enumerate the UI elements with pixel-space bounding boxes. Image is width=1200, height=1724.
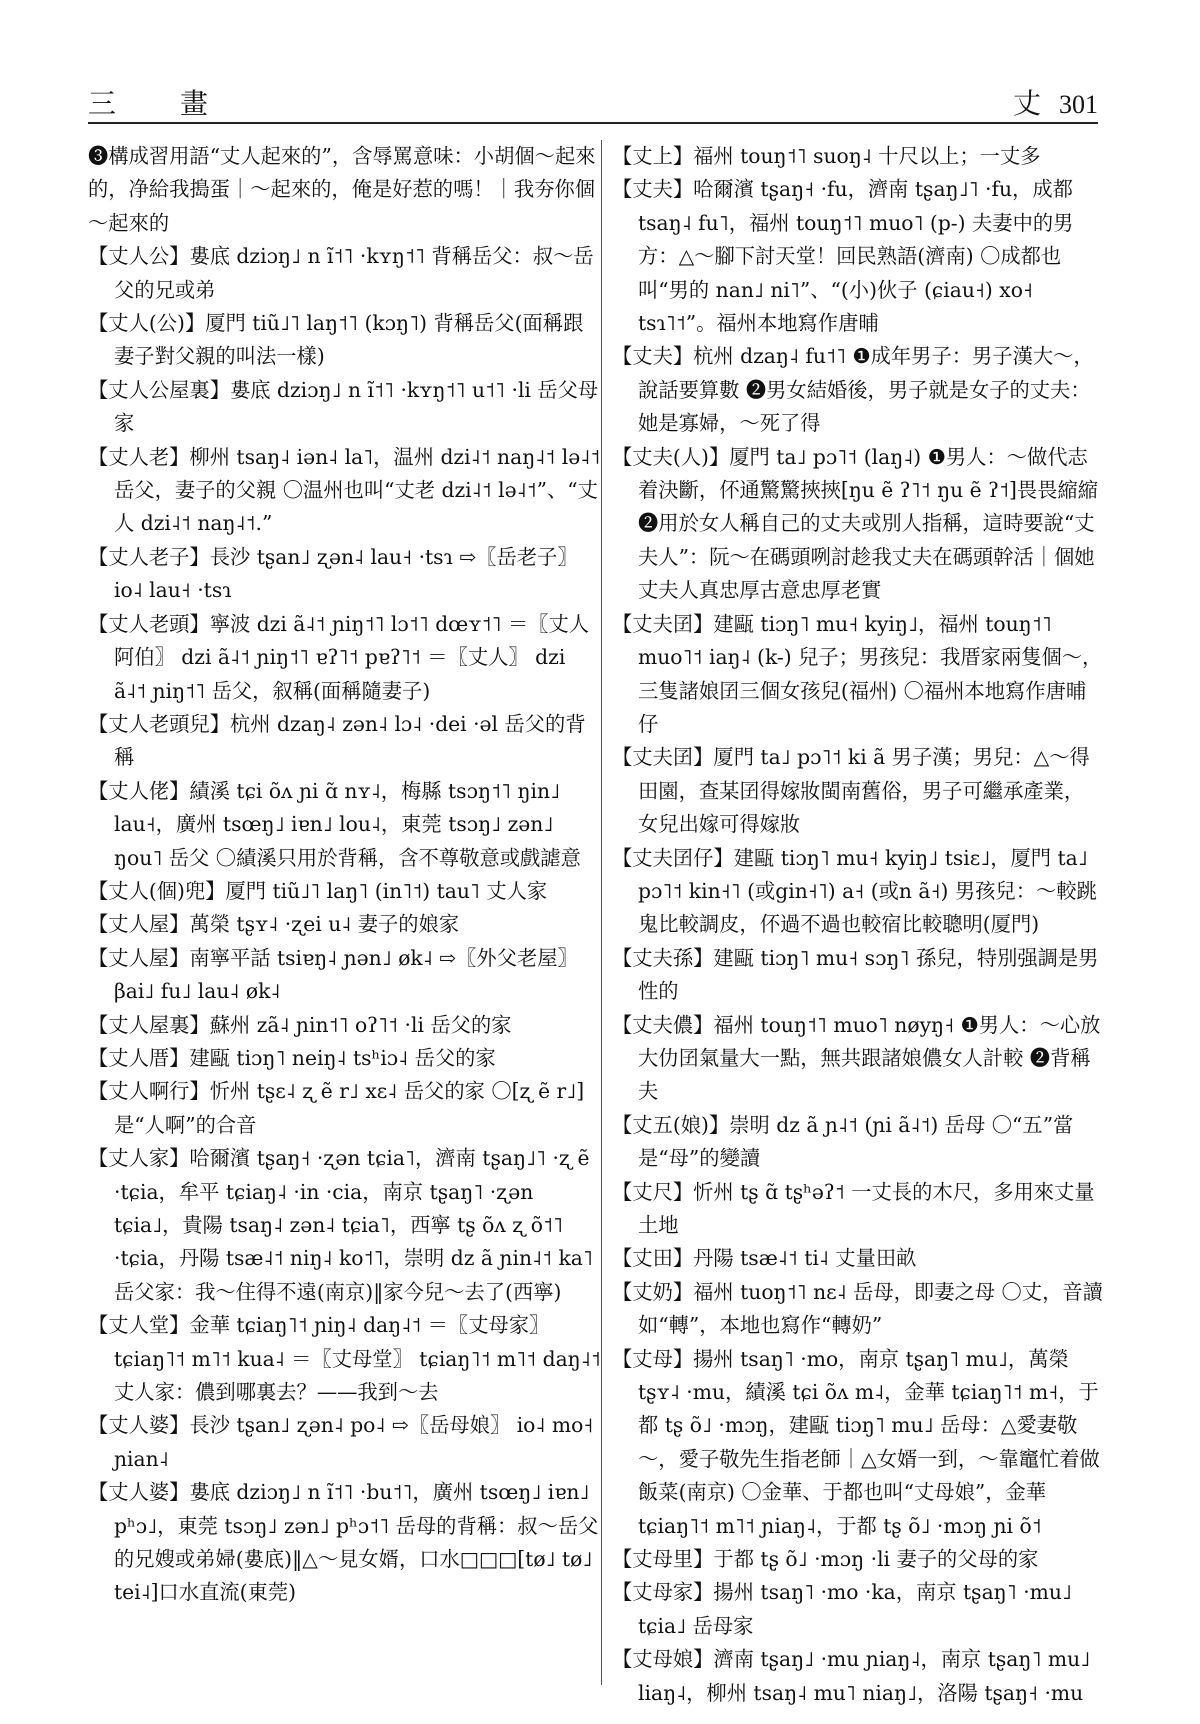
dictionary-entry: 【丈人(個)兜】厦門 tiũ˩˥ laŋ˥ (in˥˦) tau˥ 丈人家 xyxy=(88,878,548,903)
dictionary-entry: 【丈田】丹陽 tsæ˨˦ ti˨ 丈量田畝 xyxy=(612,1246,917,1271)
column-divider xyxy=(601,140,602,1685)
dictionary-entry: 【丈母娘】濟南 tʂaŋ˩ ·mu ɲiaŋ˨，南京 tʂaŋ˥ mu˩ liaŋ˨，柳州 tsaŋ˨ mu˥ niaŋ˩，洛陽 tʂaŋ˧ ·mu xyxy=(612,1647,1091,1705)
dictionary-entry: 【丈人(公)】厦門 tiũ˩˥ laŋ˦˥ (kɔŋ˥) 背稱岳父(面稱跟妻子對父親的叫法一樣) xyxy=(88,311,584,369)
dictionary-entry: 【丈夫】哈爾濱 tʂaŋ˧ ·fu，濟南 tʂaŋ˩˥ ·fu，成都 tsaŋ˨ fu˥，福州 touŋ˦˥ muo˥ (p-) 夫妻中的男方：△～腳下討天堂！回民熟語(濟南) 〇成都也叫“男的 nan˩ ni˥”、“(小)伙子 (ɕiau˧) xo˧ tsɿ˥˦”。福州本地寫作唐晡 xyxy=(612,177,1074,336)
dictionary-entry: 【丈人老頭】寧波 dzi ã˨˦ ɲiŋ˦˥ lɔ˦˥ dœʏ˦˥ ＝〖丈人阿伯〗 dzi ã˨˦ ɲiŋ˦˥ ɐʔ˥˦ pɐʔ˥˦ ＝〖丈人〗 dzi ã˨˦ ɲiŋ˦˥ 岳父，叙稱(面稱隨妻子) xyxy=(88,611,590,703)
dictionary-entry: 【丈夫孫】建甌 tiɔŋ˥ mu˧ sɔŋ˥ 孫兒，特別强調是男性的 xyxy=(612,945,1099,1004)
page-header xyxy=(88,78,1098,124)
dictionary-entry: 【丈人厝】建甌 tiɔŋ˥ neiŋ˨ tsʰiɔ˨ 岳父的家 xyxy=(88,1045,496,1070)
dictionary-entry: 【丈人家】哈爾濱 tʂaŋ˧ ·ʐən tɕia˥，濟南 tʂaŋ˩˥ ·ʐ ẽ ·tɕia，牟平 tɕiaŋ˨ ·in ·cia，南京 tʂaŋ˥ ·ʐən tɕia˩，貴陽 tsaŋ˨ zən˨ tɕia˥，西寧 tʂ õʌ ʐ õ˦˥ ·tɕia，丹陽 tsæ˨˦ niŋ˨ ko˦˥，崇明 dz ã ɲin˨˦ ka˥ 岳父家：我～住得不遠(南京)‖家今兒～去了(西寧) xyxy=(88,1146,593,1304)
dictionary-entry: ❸構成習用語“丈人起來的”，含辱罵意味：小胡個～起來的，净給我搗蛋｜～起來的，俺是好惹的嗎！｜我夯你個～起來的 xyxy=(88,144,596,235)
dictionary-entry: 【丈母】揚州 tsaŋ˥ ·mo，南京 tʂaŋ˥ mu˩，萬榮 tʂʏ˨ ·mu，績溪 tɕi õʌ m˨，金華 tɕiaŋ˥˦ m˧，于都 tʂ õ˩ ·mɔŋ，建甌 tiɔŋ˥ mu˩ 岳母：△愛妻敬～，愛子敬先生指老師｜△女婿一到，～靠竈忙着做飯菜(南京) 〇金華、于都也叫“丈母娘”，金華 tɕiaŋ˥˦ m˥˦ ɲiaŋ˨，于都 tʂ õ˩ ·mɔŋ ɲi õ˦ xyxy=(612,1346,1100,1538)
dictionary-entry: 【丈夫囝仔】建甌 tiɔŋ˥ mu˧ kyiŋ˩ tsiɛ˩，厦門 ta˩ pɔ˥˦ kin˧˥ (或gin˧˥) a˧ (或n ã˧) 男孩兒：～較跳鬼比較調皮，伓過不過也較宿比較聰明(厦門) xyxy=(612,845,1097,937)
dictionary-entry: 【丈人婆】婁底 dziɔŋ˩ n ĩ˦˥ ·bu˦˥，廣州 tsœŋ˩ iɐn˩ pʰɔ˩，東莞 tsɔŋ˩ zən˩ pʰɔ˦˥ 岳母的背稱：叔～岳父的兄嫂或弟婦(婁底)‖△～見女婿，口水□□□[tø˩ tø˩ tei˨]口水直流(東莞) xyxy=(88,1480,599,1605)
dictionary-entry: 【丈夫】杭州 dzaŋ˨ fu˦˥ ❶成年男子：男子漢大～，說話要算數 ❷男女結婚後，男子就是女子的丈夫：她是寡婦，～死了得 xyxy=(612,344,1094,436)
section-title: 三 畫 xyxy=(88,87,227,120)
right-column xyxy=(612,140,1104,1710)
dictionary-entry: 【丈人佬】績溪 tɕi õʌ ɲi ɑ̃ nʏ˨，梅縣 tsɔŋ˦˥ ŋin˩ lau˧，廣州 tsœŋ˩ iɐn˩ lou˨，東莞 tsɔŋ˩ zən˩ ŋou˥ 岳父 〇績溪只用於背稱，含不尊敬意或戲謔意 xyxy=(88,778,581,870)
dictionary-entry: 【丈人啊行】忻州 tʂɛ˨ ʐ ẽ r˩ xɛ˨ 岳父的家 〇[ʐ ẽ r˩]是“人啊”的合音 xyxy=(88,1079,585,1137)
dictionary-entry: 【丈母里】于都 tʂ õ˩ ·mɔŋ ·li 妻子的父母的家 xyxy=(612,1547,1039,1572)
dictionary-entry: 【丈上】福州 touŋ˦˥ suoŋ˨ 十尺以上；一丈多 xyxy=(612,144,1041,168)
dictionary-entry: 【丈人屋】萬榮 tʂʏ˨ ·ʐei u˨ 妻子的娘家 xyxy=(88,912,460,937)
dictionary-entry: 【丈奶】福州 tuoŋ˦˥ nɛ˨ 岳母，即妻之母 〇丈，音讀如“轉”，本地也寫作“轉奶” xyxy=(612,1279,1103,1338)
dictionary-entry: 【丈人婆】長沙 tʂan˩ ʐən˨ po˨ ⇨〖岳母娘〗 io˨ mo˧ ɲian˨ xyxy=(88,1413,594,1471)
left-column xyxy=(88,140,603,1610)
dictionary-entry: 【丈尺】忻州 tʂ ɑ̃ tʂʰəʔ˦ 一丈長的木尺，多用來丈量土地 xyxy=(612,1179,1095,1237)
dictionary-entry: 【丈母家】揚州 tsaŋ˥ ·mo ·ka，南京 tʂaŋ˥ ·mu˩ tɕia˩ 岳母家 xyxy=(612,1580,1072,1638)
dictionary-entry: 【丈夫儂】福州 touŋ˦˥ muo˥ nøyŋ˧ ❶男人：～心放大仂囝氣量大一點，無共跟諸娘儂女人計較 ❷背稱夫 xyxy=(612,1012,1101,1104)
dictionary-entry: 【丈人老頭兒】杭州 dzaŋ˨ zən˨ lɔ˨ ·dei ·əl 岳父的背稱 xyxy=(88,711,586,770)
dictionary-entry: 【丈人堂】金華 tɕiaŋ˥˦ ɲiŋ˨ daŋ˨˦ ＝〖丈母家〗 tɕiaŋ˥˦ m˥˦ kua˨ ＝〖丈母堂〗 tɕiaŋ˥˦ m˥˦ daŋ˨˦ 丈人家：儂到哪裏去？——我到～去 xyxy=(88,1313,601,1405)
page-head-right xyxy=(1013,82,1098,122)
dictionary-entry: 【丈人屋】南寧平話 tsiɐŋ˨ ɲən˩ øk˨ ⇨〖外父老屋〗 βai˩ fu˩ lau˨ øk˨ xyxy=(88,945,578,1004)
dictionary-entry: 【丈人公屋裏】婁底 dziɔŋ˩ n ĩ˦˥ ·kʏŋ˦˥ u˦˥ ·li 岳父母家 xyxy=(88,377,599,436)
dictionary-entry: 【丈夫囝】厦門 ta˩ pɔ˥˦ ki ã 男子漢；男兒：△～得田園，查某囝得嫁妝閩南舊俗，男子可繼承產業，女兒出嫁可得嫁妝 xyxy=(612,745,1090,837)
head-character: 丈 xyxy=(1012,87,1041,120)
page-number: 301 xyxy=(1059,90,1098,119)
dictionary-entry: 【丈人屋裏】蘇州 zã˨ ɲin˦˥ oʔ˥˦ ·li 岳父的家 xyxy=(88,1012,512,1037)
dictionary-entry: 【丈人老子】長沙 tʂan˩ ʐən˨ lau˧ ·tsɿ ⇨〖岳老子〗 io˨ lau˧ ·tsɿ xyxy=(88,544,578,603)
dictionary-entry: 【丈夫(人)】厦門 ta˩ pɔ˥˦ (laŋ˨) ❶男人：～做代志着決斷，伓通驚驚挾挾[ŋu ẽ ʔ˥˦ ŋu ẽ ʔ˦]畏畏縮縮 ❷用於女人稱自己的丈夫或別人指稱，這時要說“丈夫人”：阮～在碼頭咧討趁我丈夫在碼頭幹活｜個她丈夫人真忠厚古意忠厚老實 xyxy=(612,444,1099,603)
dictionary-entry: 【丈五(娘)】崇明 dz ã ɲ˨˦ (ɲi ã˨˦) 岳母 〇“五”當是“母”的變讀 xyxy=(612,1112,1074,1171)
dictionary-entry: 【丈人老】柳州 tsaŋ˨ iən˨ la˥，温州 dzi˨˦ naŋ˨˦ lə˨˦ 岳父，妻子的父親 〇温州也叫“丈老 dzi˨˦ lə˨˦”、“丈人 dzi˨˦ naŋ˨˦.” xyxy=(88,444,601,536)
dictionary-entry: 【丈夫囝】建甌 tiɔŋ˥ mu˧ kyiŋ˩，福州 touŋ˦˥ muo˥˦ iaŋ˨ (k-) 兒子；男孩兒：我厝家兩隻個～，三隻諸娘囝三個女孩兒(福州) 〇福州本地寫作唐晡仔 xyxy=(612,611,1103,736)
dictionary-entry: 【丈人公】婁底 dziɔŋ˩ n ĩ˦˥ ·kʏŋ˦˥ 背稱岳父：叔～岳父的兄或弟 xyxy=(88,244,594,302)
